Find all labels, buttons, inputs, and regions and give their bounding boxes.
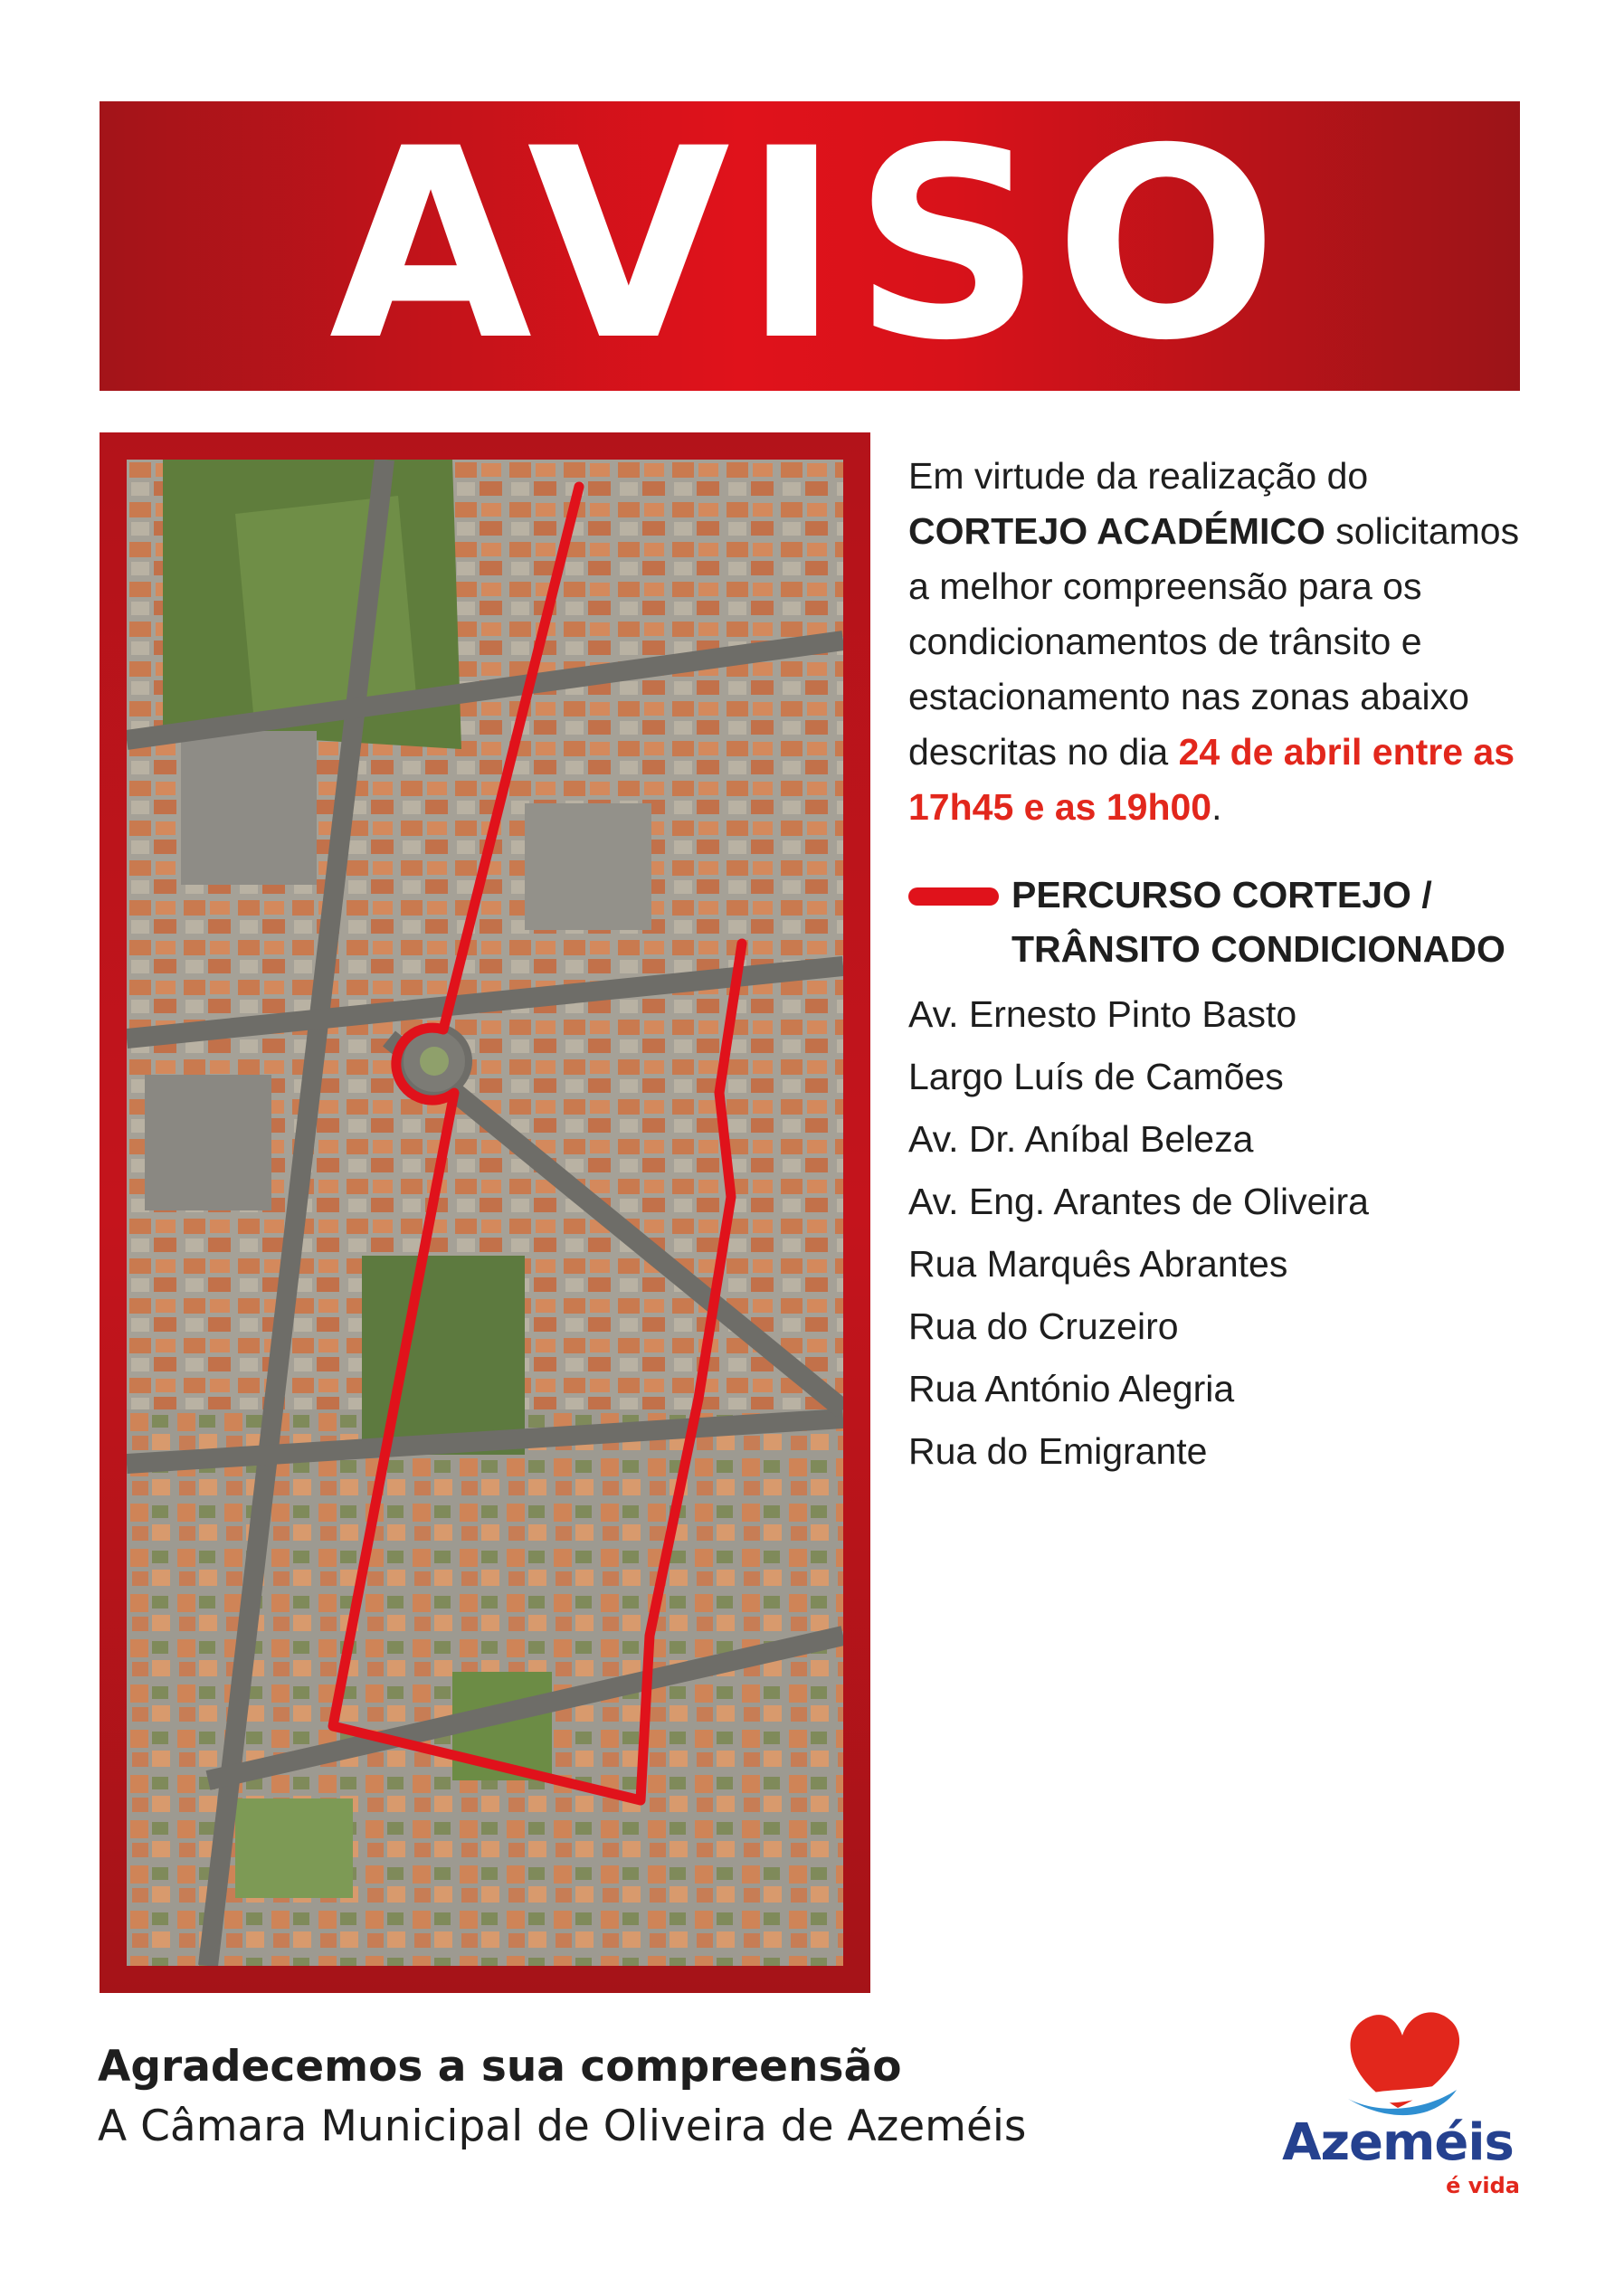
route-legend <box>908 868 1533 976</box>
intro-text-mid: solicitamos a melhor compreensão para os condicionamentos de trânsito e estacionamento nas zonas abaixo descritas no dia <box>908 510 1520 773</box>
intro-paragraph <box>908 449 1533 835</box>
list-item: Av. Ernesto Pinto Basto <box>908 993 1297 1035</box>
logo-tagline: é vida <box>1446 2173 1520 2198</box>
aviso-banner <box>100 93 1520 398</box>
signature-text: A Câmara Municipal de Oliveira de Azeméis <box>98 2102 1027 2151</box>
list-item: Rua do Cruzeiro <box>908 1305 1179 1347</box>
aerial-map <box>127 460 843 1966</box>
list-item: Av. Eng. Arantes de Oliveira <box>908 1181 1369 1222</box>
page-title: AVISO <box>328 93 1291 398</box>
list-item: Rua Marquês Abrantes <box>908 1243 1288 1285</box>
street-list <box>908 983 1533 1483</box>
logo-wordmark: Azeméis <box>1282 2113 1514 2172</box>
event-date-time: 24 de abril entre as 17h45 e as 19h00 <box>908 731 1515 828</box>
legend-label: PERCURSO CORTEJO / TRÂNSITO CONDICIONADO <box>1011 874 1505 970</box>
event-name: CORTEJO ACADÉMICO <box>908 510 1325 552</box>
map-frame <box>100 432 870 1993</box>
list-item: Rua António Alegria <box>908 1368 1235 1409</box>
route-swatch <box>908 887 999 906</box>
list-item: Av. Dr. Aníbal Beleza <box>908 1118 1254 1160</box>
footer <box>98 2037 1026 2157</box>
intro-text-start: Em virtude da realização do <box>908 455 1369 497</box>
notice-info <box>908 449 1533 1483</box>
thanks-text: Agradecemos a sua compreensão <box>98 2042 902 2092</box>
list-item: Largo Luís de Camões <box>908 1056 1284 1097</box>
list-item: Rua do Emigrante <box>908 1430 1208 1472</box>
map-illustration <box>127 460 843 1966</box>
intro-text-end: . <box>1211 786 1222 828</box>
